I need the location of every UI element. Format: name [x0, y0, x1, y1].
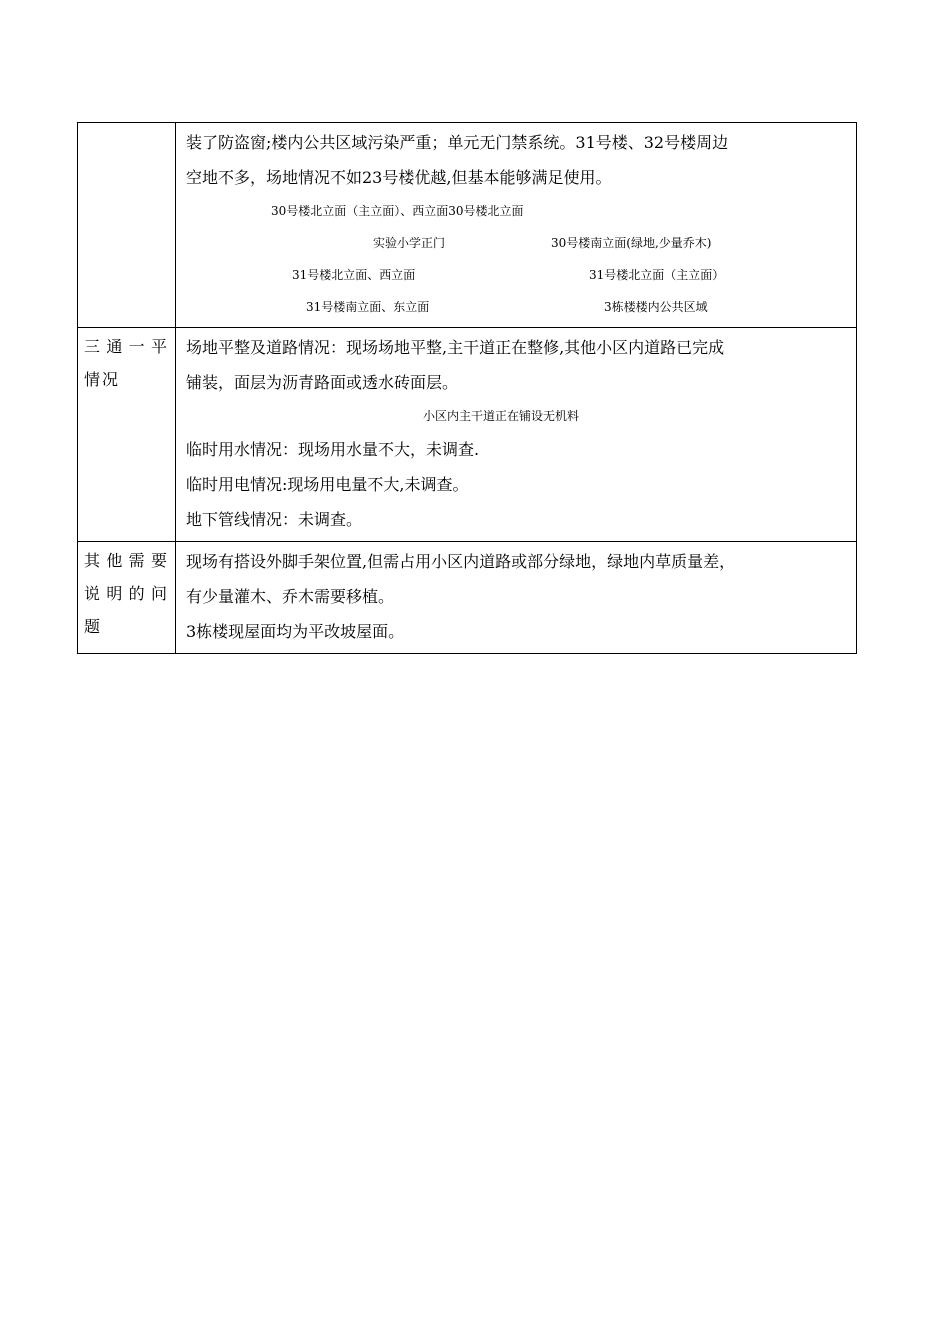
table-row: [78, 542, 857, 654]
label-line: 说明的问: [84, 584, 169, 603]
row-content: [176, 123, 857, 328]
table-row: [78, 328, 857, 542]
row-content: [176, 328, 857, 542]
survey-table: [77, 122, 857, 654]
label-line: 情况: [84, 370, 121, 389]
photo-caption-row: [186, 259, 848, 291]
paragraph-line: 空地不多，场地情况不如23号楼优越,但基本能够满足使用。: [186, 168, 612, 187]
photo-caption: 30号楼南立面(绿地,少量乔木): [551, 236, 712, 250]
photo-caption-row: [186, 400, 848, 432]
row-content: [176, 542, 857, 654]
row-label: [78, 328, 176, 542]
photo-caption-row: [186, 195, 848, 227]
photo-caption: 31号楼南立面、东立面: [306, 300, 430, 314]
label-line: 题: [84, 617, 103, 636]
photo-caption: 31号楼北立面（主立面）: [589, 268, 725, 282]
photo-caption-row: [186, 291, 848, 323]
photo-caption-row: [186, 227, 848, 259]
row-label: [78, 542, 176, 654]
paragraph-line: 临时用电情况:现场用电量不大,未调查。: [186, 475, 469, 494]
row-label-empty: [78, 123, 176, 328]
paragraph-line: 有少量灌木、乔木需要移植。: [186, 587, 395, 606]
table-row: [78, 123, 857, 328]
label-line: 三通一平: [84, 337, 169, 356]
paragraph-line: 现场有搭设外脚手架位置,但需占用小区内道路或部分绿地，绿地内草质量差，: [186, 552, 736, 571]
photo-caption: 实验小学正门: [373, 236, 446, 250]
paragraph-line: 装了防盗窗;楼内公共区域污染严重；单元无门禁系统。31号楼、32号楼周边: [186, 133, 729, 152]
paragraph-line: 地下管线情况：未调查。: [186, 510, 363, 529]
photo-caption: 30号楼北立面（主立面）、西立面30号楼北立面: [271, 204, 524, 218]
paragraph-line: 场地平整及道路情况：现场场地平整,主干道正在整修,其他小区内道路已完成: [186, 338, 725, 357]
photo-caption: 小区内主干道正在铺设无机料: [423, 409, 580, 423]
paragraph-line: 3栋楼现屋面均为平改坡屋面。: [186, 622, 405, 641]
photo-caption: 3栋楼楼内公共区域: [604, 300, 708, 314]
paragraph-line: 临时用水情况：现场用水量不大，未调查.: [186, 440, 480, 459]
photo-caption: 31号楼北立面、西立面: [292, 268, 416, 282]
label-line: 其他需要: [84, 551, 169, 570]
paragraph-line: 铺装，面层为沥青路面或透水砖面层。: [186, 373, 459, 392]
